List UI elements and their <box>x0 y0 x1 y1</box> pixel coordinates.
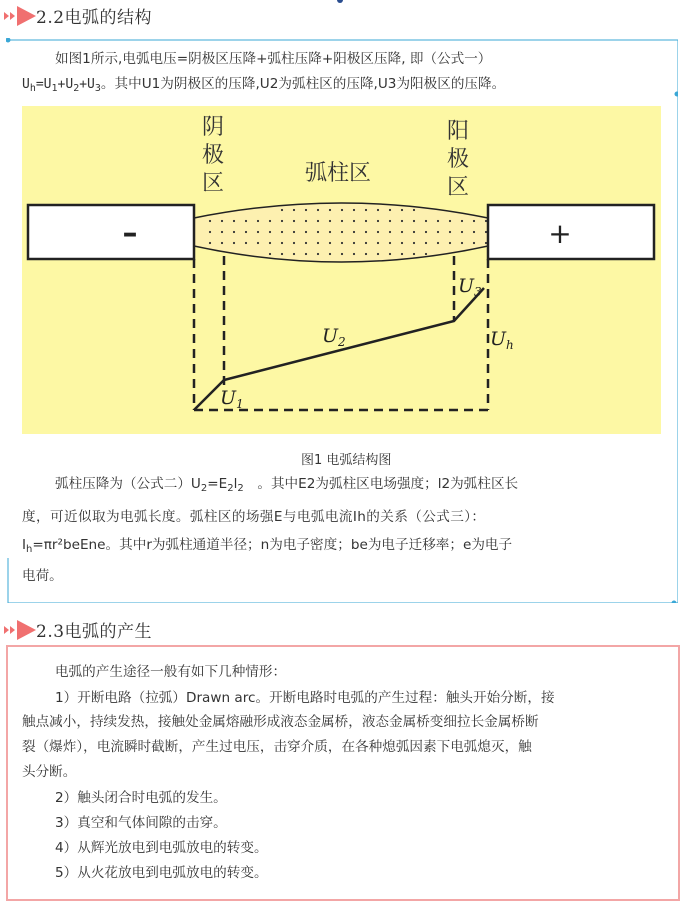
plasma-dot <box>413 209 415 211</box>
plasma-dot <box>221 231 223 233</box>
plasma-dot <box>317 209 319 211</box>
plasma-dot <box>293 253 295 255</box>
plasma-dot <box>221 242 223 244</box>
para2-sub-2: 2 <box>227 483 234 494</box>
plasma-dot <box>353 220 355 222</box>
plus-sign: + <box>548 217 572 250</box>
plasma-dot <box>293 231 295 233</box>
plasma-dot <box>461 242 463 244</box>
plasma-dot <box>401 209 403 211</box>
plasma-dot <box>365 231 367 233</box>
plasma-dot <box>281 253 283 255</box>
minus-sign: – <box>122 216 138 251</box>
plasma-dot <box>413 220 415 222</box>
plasma-dot <box>437 242 439 244</box>
cathode-label-1: 阴 <box>202 115 225 140</box>
plasma-dot <box>257 242 259 244</box>
plasma-dot <box>413 242 415 244</box>
section-title: 2.3电弧的产生 <box>36 622 153 642</box>
plasma-dot <box>461 220 463 222</box>
plasma-dot <box>281 242 283 244</box>
plasma-dot <box>461 231 463 233</box>
figure-caption: 图1 电弧结构图 <box>301 453 392 468</box>
plasma-dot <box>449 242 451 244</box>
paragraph-column-line4: 电荷。 <box>22 568 63 584</box>
figure-background <box>22 106 661 434</box>
paragraph-column-drop <box>55 472 518 501</box>
para2-line3-sub: h <box>26 544 33 555</box>
u3-label: $U_3$ <box>458 275 482 299</box>
formula-plus-2: +U <box>79 77 95 92</box>
plasma-dot <box>341 231 343 233</box>
formula-sub-h: h <box>29 83 36 94</box>
plasma-dot <box>245 242 247 244</box>
plasma-dot <box>305 231 307 233</box>
para2-line3-i: I <box>22 537 27 553</box>
plasma-dot <box>377 209 379 211</box>
double-arrow-icon <box>4 6 36 26</box>
anode-label-1: 阳 <box>447 119 470 144</box>
para2-part-c: l <box>233 476 238 492</box>
plasma-dot <box>317 253 319 255</box>
plasma-dot <box>389 209 391 211</box>
plasma-dot <box>281 209 283 211</box>
para2-part-b: =E <box>207 476 228 492</box>
cathode-electrode <box>28 205 194 259</box>
section-header-2-2 <box>0 0 688 30</box>
plasma-dot <box>293 242 295 244</box>
arc-generation-item-2: 2）触头闭合时电弧的发生。 <box>55 790 227 806</box>
plasma-dot <box>377 220 379 222</box>
cathode-label-3: 区 <box>202 171 225 196</box>
plasma-dot <box>353 253 355 255</box>
section-title: 2.2电弧的结构 <box>36 8 153 28</box>
plasma-dot <box>437 231 439 233</box>
arc-generation-intro: 电弧的产生途径一般有如下几种情形： <box>55 664 287 680</box>
plasma-dot <box>365 209 367 211</box>
arc-generation-item-3: 3）真空和气体间隙的击穿。 <box>55 815 227 831</box>
plasma-dot <box>257 220 259 222</box>
plasma-dot <box>293 220 295 222</box>
anode-label-3: 区 <box>447 175 470 200</box>
cathode-label-2: 极 <box>202 143 225 168</box>
plasma-dot <box>353 242 355 244</box>
plasma-dot <box>413 231 415 233</box>
plasma-dot <box>305 253 307 255</box>
plasma-dot <box>209 231 211 233</box>
plasma-dot <box>353 209 355 211</box>
arc-generation-item-1-line3: 裂（爆炸），电流瞬时截断，产生过电压，击穿介质，在各种熄弧因素下电弧熄灭，触 <box>22 739 532 755</box>
para2-part-d: 。其中E2为弧柱区电场强度；l2为弧柱区长 <box>243 476 519 492</box>
plasma-dot <box>449 220 451 222</box>
plasma-dot <box>245 231 247 233</box>
plasma-dot <box>233 242 235 244</box>
plasma-dot <box>269 231 271 233</box>
para2-part-a: 弧柱压降为（公式二）U <box>55 476 201 492</box>
plasma-dot <box>437 220 439 222</box>
formula-sub-2: 2 <box>73 83 80 94</box>
plasma-dot <box>269 242 271 244</box>
plasma-dot <box>269 220 271 222</box>
plasma-dot <box>329 220 331 222</box>
formula-sub-1: 1 <box>51 83 58 94</box>
plasma-dot <box>341 209 343 211</box>
double-arrow-icon <box>4 620 36 640</box>
plasma-dot <box>317 242 319 244</box>
plasma-dot <box>317 231 319 233</box>
plasma-dot <box>281 231 283 233</box>
section-header-2-3 <box>0 614 688 644</box>
para2-sub-1: 2 <box>200 483 208 494</box>
plasma-dot <box>425 242 427 244</box>
plasma-dot <box>389 231 391 233</box>
arc-structure-figure <box>22 106 661 434</box>
plasma-dot <box>413 253 415 255</box>
plasma-dot <box>221 220 223 222</box>
plasma-dot <box>257 231 259 233</box>
plasma-dot <box>365 220 367 222</box>
plasma-dot <box>365 253 367 255</box>
plasma-dot <box>329 209 331 211</box>
plasma-dot <box>401 231 403 233</box>
para2-line3-b: =πr²beEne。其中r为弧柱通道半径；n为电子密度；be为电子迁移率；e为电子 <box>32 537 513 553</box>
plasma-dot <box>377 242 379 244</box>
plasma-dot <box>401 242 403 244</box>
plasma-dot <box>389 242 391 244</box>
formula-plus-1: +U <box>57 77 74 92</box>
uh-label: $U_h$ <box>490 328 514 352</box>
plasma-dot <box>473 231 475 233</box>
plasma-dot <box>353 231 355 233</box>
paragraph-arc-voltage: 如图1所示,电弧电压=阴极区压降+弧柱压降+阳极区压降, 即（公式一） <box>55 51 492 67</box>
plasma-dot <box>329 253 331 255</box>
plasma-dot <box>305 209 307 211</box>
plasma-dot <box>293 209 295 211</box>
plasma-dot <box>365 242 367 244</box>
formula-one-line <box>22 72 505 101</box>
plasma-dot <box>389 253 391 255</box>
plasma-dot <box>317 220 319 222</box>
plasma-dot <box>269 253 271 255</box>
plasma-dot <box>329 231 331 233</box>
u1-label: $U_1$ <box>220 387 244 411</box>
plasma-dot <box>401 220 403 222</box>
formula-eq: =U <box>35 77 52 92</box>
plasma-dot <box>377 253 379 255</box>
arc-generation-item-4: 4）从辉光放电到电弧放电的转变。 <box>55 840 268 856</box>
formula-tail: 。其中U1为阴极区的压降,U2为弧柱区的压降,U3为阳极区的压降。 <box>100 76 506 92</box>
plasma-dot <box>377 231 379 233</box>
arc-generation-item-1-line1: 1）开断电路（拉弧）Drawn arc。开断电路时电弧的产生过程：触头开始分断，接 <box>55 690 555 706</box>
plasma-dot <box>425 220 427 222</box>
formula-sub-3: 3 <box>94 83 101 94</box>
plasma-dot <box>341 253 343 255</box>
paragraph-column-line2: 度，可近似取为电弧长度。弧柱区的场强E与电弧电流Ih的关系（公式三）： <box>22 509 486 525</box>
plasma-dot <box>425 231 427 233</box>
plasma-dot <box>329 242 331 244</box>
plasma-dot <box>389 220 391 222</box>
plasma-dot <box>341 242 343 244</box>
plasma-dot <box>233 220 235 222</box>
arc-generation-item-1-line4: 头分断。 <box>22 764 77 780</box>
formula-u: U <box>22 77 30 92</box>
plasma-dot <box>305 220 307 222</box>
paragraph-column-line3 <box>22 533 512 562</box>
arc-column-shape <box>194 203 488 262</box>
anode-label-2: 极 <box>447 147 470 172</box>
arc-generation-item-5: 5）从火花放电到电弧放电的转变。 <box>55 865 268 881</box>
plasma-dot <box>473 242 475 244</box>
plasma-dot <box>305 242 307 244</box>
plasma-dot <box>473 220 475 222</box>
para2-sub-3: 2 <box>237 483 244 494</box>
plasma-dot <box>209 242 211 244</box>
plasma-dot <box>425 253 427 255</box>
arc-generation-item-1-line2: 触点减小，持续发热，接触处金属熔融形成液态金属桥，液态金属桥变细拉长金属桥断 <box>22 714 539 730</box>
plasma-dot <box>209 220 211 222</box>
arc-column-label: 弧柱区 <box>305 161 372 186</box>
plasma-dot <box>341 220 343 222</box>
plasma-dot <box>245 220 247 222</box>
plasma-dot <box>281 220 283 222</box>
plasma-dot <box>401 253 403 255</box>
u2-label: $U_2$ <box>322 325 346 349</box>
plasma-dot <box>233 231 235 233</box>
plasma-dot <box>449 231 451 233</box>
